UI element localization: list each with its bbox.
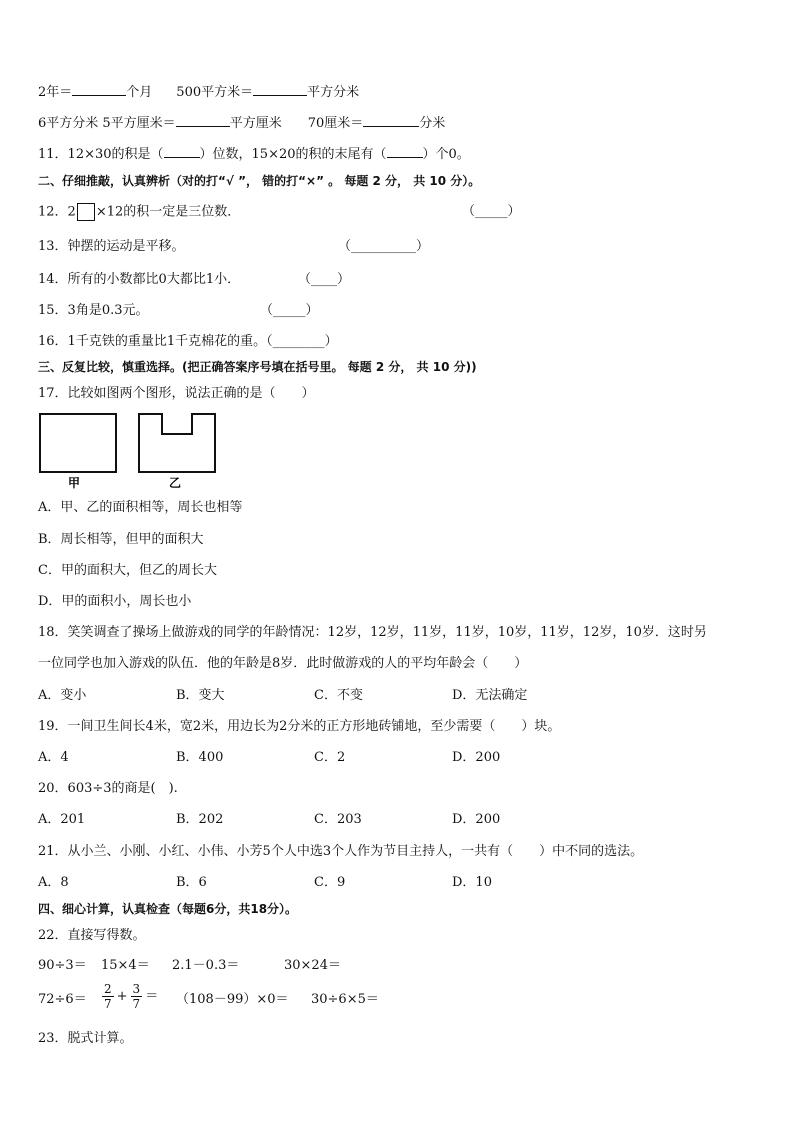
fill-text: 平方厘米 <box>229 116 282 131</box>
fill-text: 500平方米＝ <box>176 85 254 100</box>
question-17-stem: 17．比较如图两个图形，说法正确的是（ ） <box>38 386 315 401</box>
question-21: 21．从小兰、小刚、小红、小伟、小芳5个人中选3个人作为节目主持人，一共有（ ）中不同的选法。 <box>38 844 644 859</box>
numerator: 2 <box>104 982 112 996</box>
fraction-expression <box>99 982 158 1011</box>
question-22-stem: 22．直接写得数。 <box>38 928 146 943</box>
shape-jia <box>40 414 116 472</box>
question-14: 14．所有的小数都比0大都比1小． <box>38 272 241 287</box>
calc-item: 90÷3＝ <box>38 958 87 973</box>
question-text: 12．2 <box>38 204 76 220</box>
question-18-line-2: 一位同学也加入游戏的队伍．他的年龄是8岁．此时做游戏的人的平均年龄会（ ） <box>38 656 528 671</box>
plus-sign: + <box>116 989 128 1004</box>
label-yi: 乙 <box>169 476 182 490</box>
question-11 <box>38 145 470 164</box>
option-c[interactable]: C．甲的面积大，但乙的周长大 <box>38 563 217 578</box>
equals-sign: ＝ <box>145 989 159 1004</box>
denominator: 7 <box>132 997 141 1011</box>
calc-item: 15×4＝ <box>101 958 150 973</box>
fill-text: 2年＝ <box>38 85 73 100</box>
calc-item: 30×24＝ <box>284 958 341 973</box>
fill-text: 平方分米 <box>307 85 360 100</box>
option-d[interactable]: D．200 <box>452 750 501 765</box>
option-c[interactable]: C．9 <box>314 875 346 890</box>
figure-comparison <box>38 410 228 490</box>
option-c[interactable]: C．203 <box>314 812 362 827</box>
answer-blank[interactable] <box>72 83 126 96</box>
question-20: 20．603÷3的商是( ). <box>38 781 178 796</box>
answer-blank[interactable] <box>253 83 307 96</box>
fill-line-2 <box>38 114 445 133</box>
fill-text: 分米 <box>419 116 446 131</box>
fill-text: ）个0。 <box>422 147 470 162</box>
option-d[interactable]: D．甲的面积小，周长也小 <box>38 594 192 609</box>
fraction <box>131 982 143 1011</box>
option-a[interactable]: A．8 <box>38 875 69 890</box>
calc-item: 30÷6×5＝ <box>311 992 379 1007</box>
shape-yi <box>139 414 215 472</box>
option-b[interactable]: B．6 <box>176 875 207 890</box>
option-a[interactable]: A．变小 <box>38 688 87 703</box>
option-a[interactable]: A．甲、乙的面积相等，周长也相等 <box>38 500 243 515</box>
section-2-title: 二、仔细推敲，认真辨析（对的打“√ ”， 错的打“×” 。 每题 2 分， 共 10 分）。 <box>38 174 481 188</box>
denominator: 7 <box>104 997 112 1011</box>
fill-text: 个月 <box>126 85 153 100</box>
question-19: 19．一间卫生间长4米，宽2米，用边长为2分米的正方形地砖铺地，至少需要（ ）块。 <box>38 719 561 734</box>
answer-blank[interactable] <box>387 145 423 158</box>
option-a[interactable]: A．4 <box>38 750 69 765</box>
option-a[interactable]: A．201 <box>38 812 86 827</box>
question-18-line-1: 18．笑笑调查了操场上做游戏的同学的年龄情况：12岁，12岁，11岁，11岁，10岁，11岁，12岁，10岁．这时另 <box>38 625 707 640</box>
option-c[interactable]: C．2 <box>314 750 346 765</box>
option-b[interactable]: B．变大 <box>176 688 225 703</box>
question-16: 16．1千克铁的重量比1千克棉花的重。（________） <box>38 334 338 349</box>
option-c[interactable]: C．不变 <box>314 688 363 703</box>
digit-box[interactable] <box>77 203 95 221</box>
answer-paren[interactable]: （____） <box>298 272 351 287</box>
question-13: 13．钟摆的运动是平移。 <box>38 239 185 254</box>
question-23-stem: 23．脱式计算。 <box>38 1031 133 1046</box>
option-d[interactable]: D．200 <box>452 812 501 827</box>
question-12 <box>38 203 240 222</box>
question-text: ×12的积一定是三位数． <box>95 204 241 220</box>
question-15: 15．3角是0.3元。 <box>38 303 149 318</box>
calc-item: 2.1－0.3＝ <box>172 958 240 973</box>
fill-line-1 <box>38 83 359 102</box>
numerator: 3 <box>132 982 141 996</box>
section-3-title: 三、反复比较，慎重选择。(把正确答案序号填在括号里。 每题 2 分， 共 10 分)) <box>38 360 477 374</box>
calc-item: 72÷6＝ <box>38 992 87 1007</box>
section-4-title: 四、细心计算，认真检查（每题6分，共18分）。 <box>38 902 298 916</box>
answer-blank[interactable] <box>176 114 230 127</box>
option-b[interactable]: B．周长相等，但甲的面积大 <box>38 532 204 547</box>
answer-blank[interactable] <box>363 114 419 127</box>
fill-text: 11．12×30的积是（ <box>38 147 164 162</box>
option-b[interactable]: B．400 <box>176 750 224 765</box>
answer-paren[interactable]: （_____） <box>260 303 319 318</box>
answer-paren[interactable]: （__________） <box>338 239 430 254</box>
option-d[interactable]: D．10 <box>452 875 492 890</box>
answer-paren[interactable]: （_____） <box>462 204 521 219</box>
label-jia: 甲 <box>68 476 81 490</box>
fraction <box>102 982 114 1011</box>
option-d[interactable]: D．无法确定 <box>452 688 528 703</box>
option-b[interactable]: B．202 <box>176 812 224 827</box>
fill-text: 70厘米＝ <box>307 116 364 131</box>
calc-item: （108－99）×0＝ <box>176 992 289 1007</box>
fill-text: ）位数，15×20的积的末尾有（ <box>199 147 387 162</box>
fill-text: 6平方分米 5平方厘米＝ <box>38 116 176 131</box>
answer-blank[interactable] <box>164 145 200 158</box>
